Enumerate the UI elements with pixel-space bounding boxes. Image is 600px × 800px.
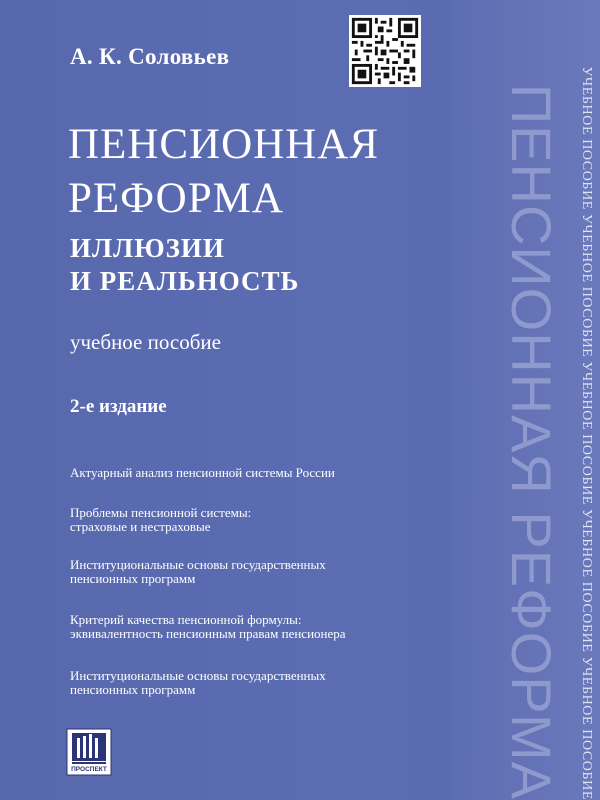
publisher-logo [66, 728, 112, 776]
book-title-line-2: РЕФОРМА [68, 175, 284, 222]
topics-list [70, 466, 400, 697]
topic-line: Актуарный анализ пенсионной системы России [70, 465, 335, 480]
book-genre: учебное пособие [70, 330, 221, 354]
topic-line: пенсионных программ [70, 682, 196, 697]
topic-line: Институциональные основы государственных [70, 557, 326, 572]
spine-title: ПЕНСИОННАЯ РЕФОРМА [500, 83, 563, 800]
topic-line: страховые и нестраховые [70, 519, 211, 534]
topic-item [70, 506, 400, 534]
topic-line: пенсионных программ [70, 571, 196, 586]
edition-label: 2-е издание [70, 396, 167, 417]
author-name: А. К. Соловьев [70, 44, 230, 69]
spine-genre-repeated: УЧЕБНОЕ ПОСОБИЕ УЧЕБНОЕ ПОСОБИЕ УЧЕБНОЕ ПОСОБИЕ УЧЕБНОЕ ПОСОБИЕ УЧЕБНОЕ ПОСОБИЕ [579, 66, 594, 800]
topic-item [70, 466, 400, 480]
book-title-line-1: ПЕНСИОННАЯ [68, 121, 379, 168]
topic-line: Институциональные основы государственных [70, 668, 326, 683]
publisher-name: ПРОСПЕКТ [71, 766, 107, 773]
book-subtitle [70, 232, 299, 298]
topic-line: Критерий качества пенсионной формулы: [70, 612, 302, 627]
book-subtitle-line-1: ИЛЛЮЗИИ [70, 233, 225, 263]
topic-line: эквивалентность пенсионным правам пенсионера [70, 626, 346, 641]
qr-code[interactable] [349, 15, 421, 87]
topic-line: Проблемы пенсионной системы: [70, 505, 252, 520]
topic-item [70, 669, 400, 697]
topic-item [70, 558, 400, 586]
book-subtitle-line-2: И РЕАЛЬНОСТЬ [70, 266, 300, 296]
book-title [68, 118, 379, 226]
topic-item [70, 613, 400, 641]
